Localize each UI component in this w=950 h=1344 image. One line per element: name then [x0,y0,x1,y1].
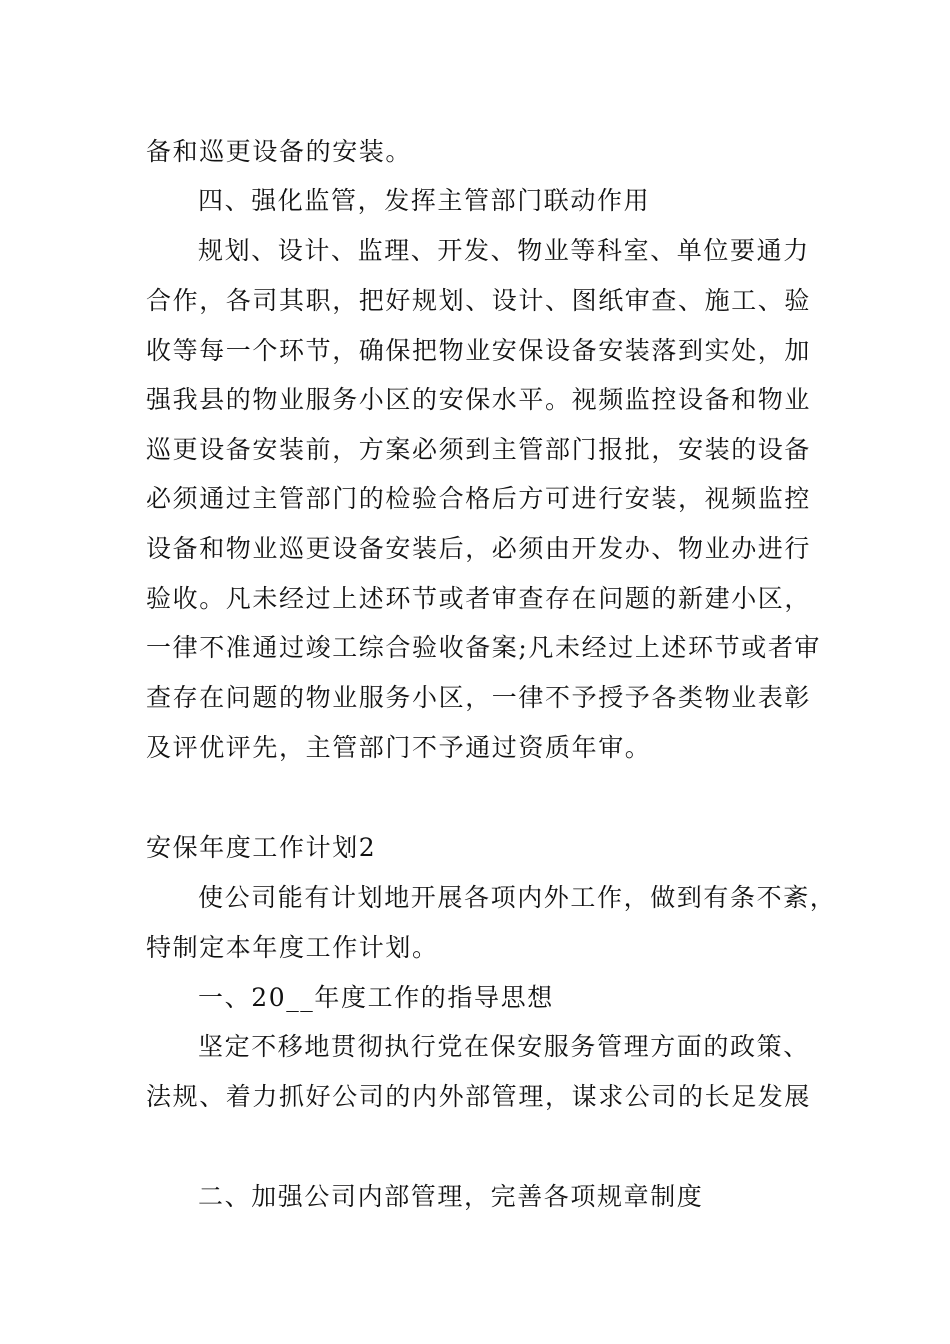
section-heading: 一、20__年度工作的指导思想 [198,983,554,1012]
body-text-line: 使公司能有计划地开展各项内外工作，做到有条不紊， [198,883,837,912]
section-heading: 四、强化监管，发挥主管部门联动作用 [198,186,651,215]
body-text-line: 规划、设计、监理、开发、物业等科室、单位要通力 [198,236,810,265]
body-text-line: 一律不准通过竣工综合验收备案;凡未经过上述环节或者审 [146,633,822,662]
body-text-line: 及评优评先，主管部门不予通过资质年审。 [146,733,652,762]
body-text-line: 法规、着力抓好公司的内外部管理，谋求公司的长足发展 [146,1082,812,1111]
body-text-line: 设备和物业巡更设备安装后，必须由开发办、物业办进行 [146,534,812,563]
body-text-line: 查存在问题的物业服务小区，一律不予授予各类物业表彰 [146,683,812,712]
document-section-title: 安保年度工作计划2 [146,833,377,862]
body-text-line: 巡更设备安装前，方案必须到主管部门报批，安装的设备 [146,435,812,464]
body-text-line: 备和巡更设备的安装。 [146,137,413,166]
section-heading: 二、加强公司内部管理，完善各项规章制度 [198,1182,704,1211]
body-text-line: 收等每一个环节，确保把物业安保设备安装落到实处，加 [146,336,812,365]
body-text-line: 必须通过主管部门的检验合格后方可进行安装，视频监控 [146,484,812,513]
body-text-line: 坚定不移地贯彻执行党在保安服务管理方面的政策、 [198,1032,810,1061]
body-text-line: 验收。凡未经过上述环节或者审查存在问题的新建小区， [146,584,812,613]
body-text-line: 合作，各司其职，把好规划、设计、图纸审查、施工、验 [146,286,812,315]
body-text-line: 特制定本年度工作计划。 [146,933,439,962]
body-text-line: 强我县的物业服务小区的安保水平。视频监控设备和物业 [146,385,812,414]
